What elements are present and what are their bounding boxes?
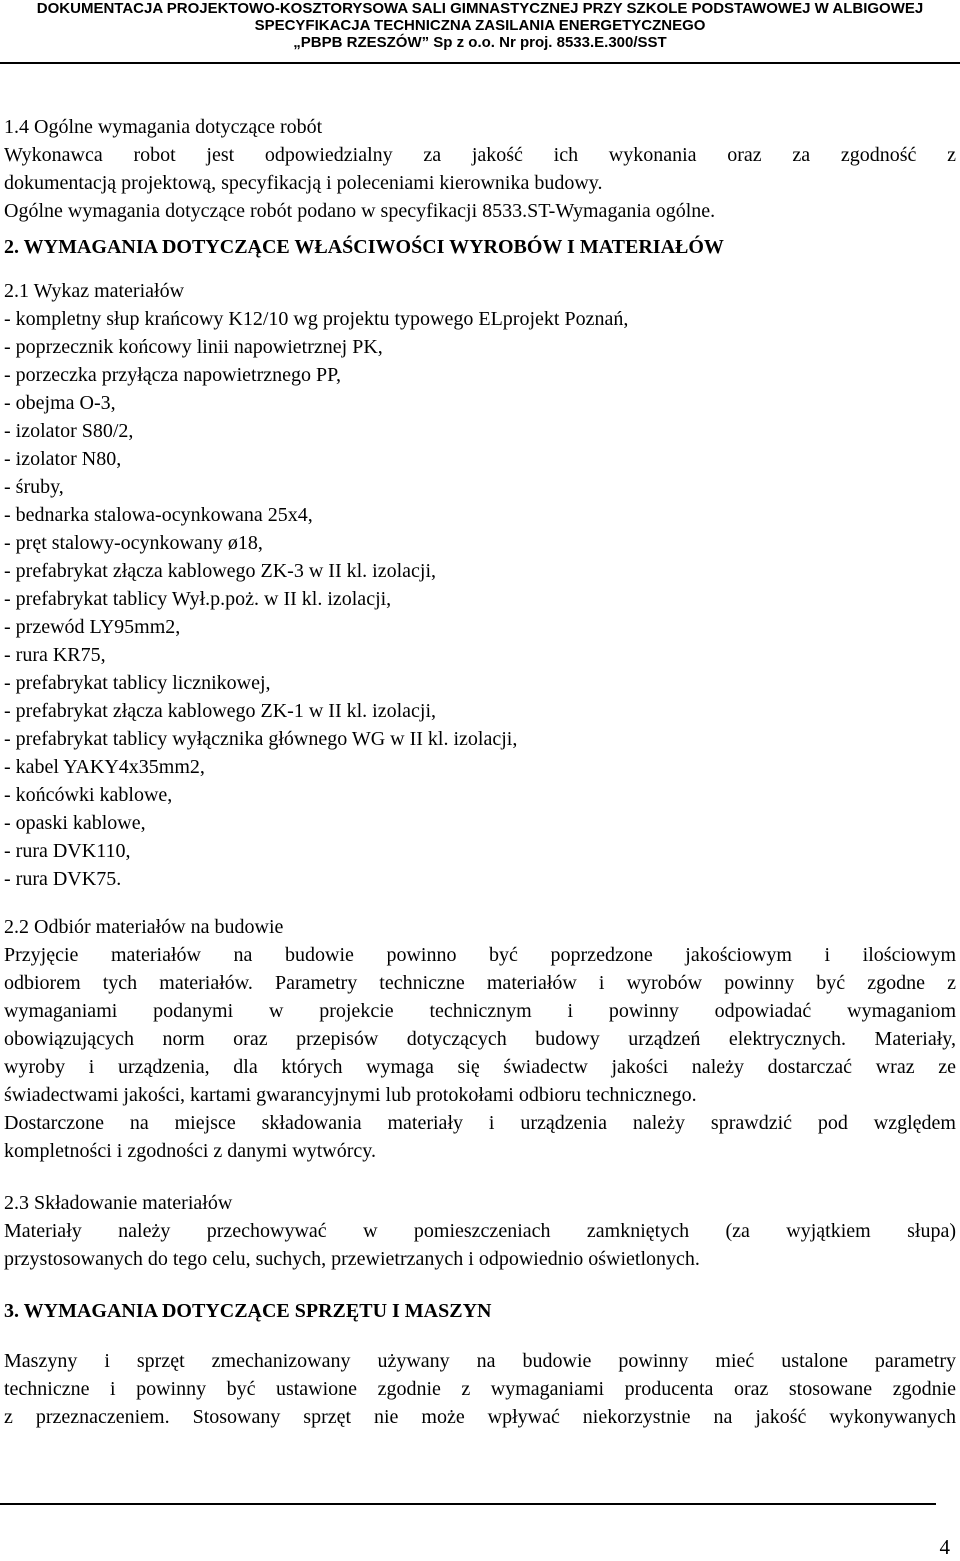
section-2-2-paragraph-line: kompletności i zgodności z danymi wytwórcy. [4, 1140, 376, 1162]
materials-list [4, 305, 956, 893]
section-2-2-paragraph-line: Dostarczone na miejsce składowania materiały i urządzenia należy sprawdzić pod względem [4, 1112, 956, 1134]
list-item: - rura DVK110, [4, 840, 131, 862]
section-2-2-paragraph-line: wymaganiami podanymi w projekcie technicznym i powinny odpowiadać wymaganiom [4, 1000, 956, 1022]
list-item: - obejma O-3, [4, 392, 116, 414]
list-item: - prefabrykat tablicy wyłącznika głównego WG w II kl. izolacji, [4, 728, 518, 750]
list-item: - kompletny słup krańcowy K12/10 wg projektu typowego ELprojekt Poznań, [4, 308, 629, 330]
header-document-title: DOKUMENTACJA PROJEKTOWO-KOSZTORYSOWA SALI GIMNASTYCZNEJ PRZY SZKOLE PODSTAWOWEJ W ALBIGOWEJ [36, 0, 924, 17]
list-item: - śruby, [4, 476, 64, 498]
list-item: - poprzecznik końcowy linii napowietrznej PK, [4, 336, 383, 358]
list-item: - prefabrykat tablicy licznikowej, [4, 672, 271, 694]
page-number: 4 [939, 1535, 950, 1559]
section-2-2-paragraph-line: Przyjęcie materiałów na budowie powinno być poprzedzone jakościowym i ilościowym [4, 944, 956, 966]
section-2-2-paragraph-line: świadectwami jakości, kartami gwarancyjnymi lub protokołami odbioru technicznego. [4, 1084, 697, 1106]
footer-divider [0, 1503, 936, 1505]
list-item: - rura DVK75. [4, 868, 122, 890]
section-2-1-title: 2.1 Wykaz materiałów [4, 280, 185, 302]
section-2-2-title: 2.2 Odbiór materiałów na budowie [4, 916, 284, 938]
list-item: - porzeczka przyłącza napowietrznego PP, [4, 364, 342, 386]
list-item: - kabel YAKY4x35mm2, [4, 756, 205, 778]
section-3-paragraph-line: z przeznaczeniem. Stosowany sprzęt nie może wpływać niekorzystnie na jakość wykonywanych [4, 1406, 956, 1428]
list-item: - izolator N80, [4, 448, 122, 470]
page-header [0, 0, 960, 51]
section-2-heading: 2. WYMAGANIA DOTYCZĄCE WŁAŚCIWOŚCI WYROBÓW I MATERIAŁÓW [4, 236, 724, 258]
list-item: - opaski kablowe, [4, 812, 146, 834]
section-2-3-paragraph-line: Materiały należy przechowywać w pomieszczeniach zamkniętych (za wyjątkiem słupa) [4, 1220, 956, 1242]
list-item: - bednarka stalowa-ocynkowana 25x4, [4, 504, 313, 526]
header-specification-title: SPECYFIKACJA TECHNICZNA ZASILANIA ENERGETYCZNEGO [254, 17, 706, 34]
section-2-3-title: 2.3 Składowanie materiałów [4, 1192, 233, 1214]
section-3-paragraph-line: Maszyny i sprzęt zmechanizowany używany na budowie powinny mieć ustalone parametry [4, 1350, 956, 1372]
section-3-paragraph-line: techniczne i powinny być ustawione zgodnie z wymaganiami producenta oraz stosowane zgodnie [4, 1378, 956, 1400]
header-project-number: „PBPB RZESZÓW” Sp z o.o. Nr proj. 8533.E.300/SST [293, 34, 667, 51]
list-item: - przewód LY95mm2, [4, 616, 181, 638]
document-body [4, 113, 956, 1431]
section-3-heading: 3. WYMAGANIA DOTYCZĄCE SPRZĘTU I MASZYN [4, 1300, 492, 1322]
section-2-3-paragraph-line: przystosowanych do tego celu, suchych, przewietrzanych i odpowiednio oświetlonych. [4, 1248, 700, 1270]
list-item: - końcówki kablowe, [4, 784, 173, 806]
section-1-4-paragraph-line: Ogólne wymagania dotyczące robót podano w specyfikacji 8533.ST-Wymagania ogólne. [4, 200, 716, 222]
section-1-4-paragraph-line: Wykonawca robot jest odpowiedzialny za jakość ich wykonania oraz za zgodność z [4, 144, 956, 166]
section-2-2-paragraph-line: wyroby i urządzenia, dla których wymaga się świadectw jakości należy dostarczać wraz ze [4, 1056, 956, 1078]
list-item: - prefabrykat tablicy Wył.p.poż. w II kl. izolacji, [4, 588, 392, 610]
list-item: - pręt stalowy-ocynkowany ø18, [4, 532, 263, 554]
header-divider [0, 62, 960, 64]
section-1-4-paragraph-line: dokumentacją projektową, specyfikacją i poleceniami kierownika budowy. [4, 172, 603, 194]
list-item: - rura KR75, [4, 644, 106, 666]
list-item: - prefabrykat złącza kablowego ZK-1 w II kl. izolacji, [4, 700, 437, 722]
section-2-2-paragraph-line: obowiązujących norm oraz przepisów dotyczących budowy urządzeń elektrycznych. Materiały, [4, 1028, 956, 1050]
section-2-2-paragraph-line: odbiorem tych materiałów. Parametry techniczne materiałów i wyrobów powinny być zgodne z [4, 972, 956, 994]
list-item: - izolator S80/2, [4, 420, 134, 442]
section-1-4-title: 1.4 Ogólne wymagania dotyczące robót [4, 116, 323, 138]
list-item: - prefabrykat złącza kablowego ZK-3 w II kl. izolacji, [4, 560, 437, 582]
